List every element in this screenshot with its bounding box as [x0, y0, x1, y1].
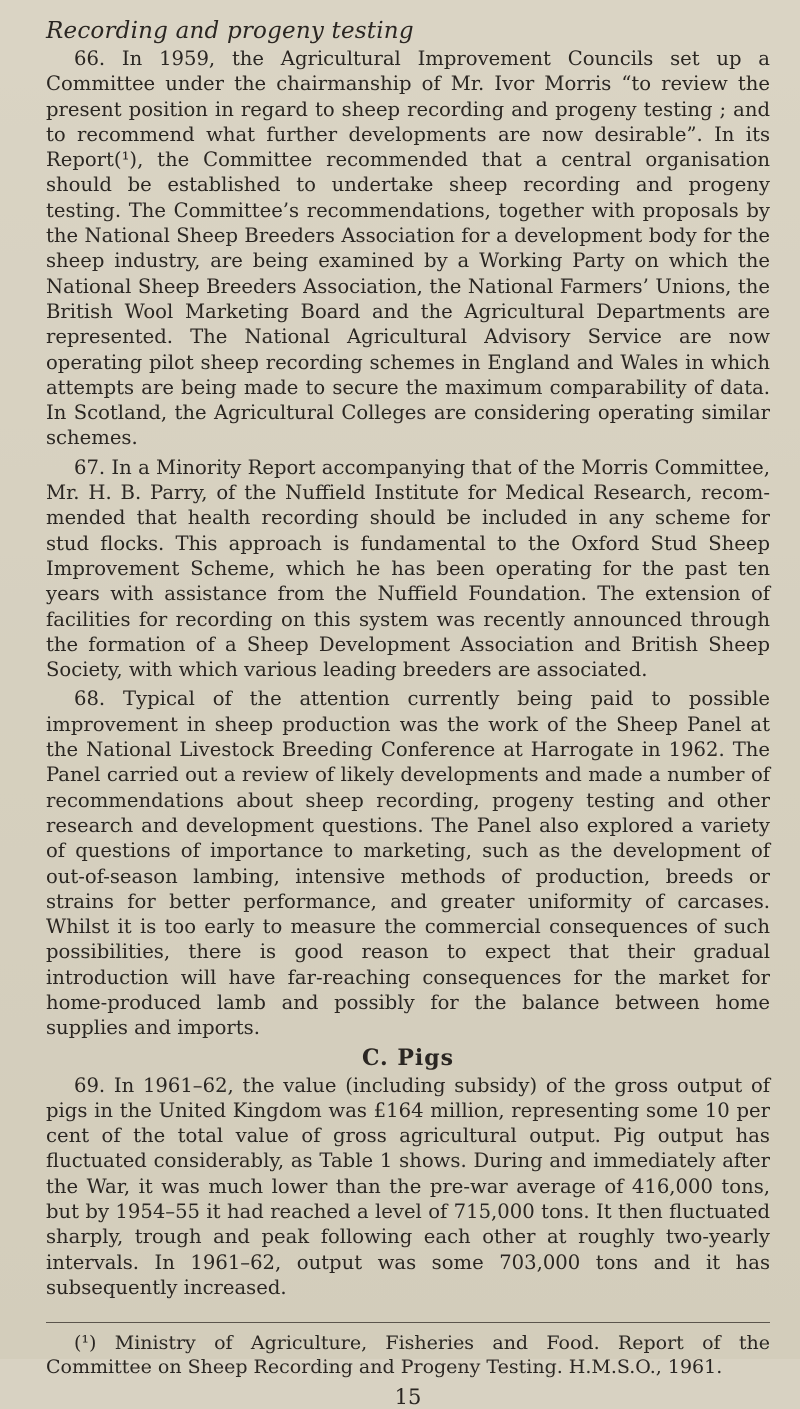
- footnote-divider: [46, 1322, 770, 1323]
- paragraph-66: 66. In 1959, the Agricultural Improvement Councils set up a Committee under the chairmanship of Mr. Ivor Morris “to review the present position in regard to sheep recording and progeny testing ; and to recommend what further developments are now desirable”. In its Report(¹), the Committee recommended that a central organisation should be established to undertake sheep recording and progeny testing. The Committee’s recommendations, together with proposals by the National Sheep Breeders Association for a development body for the sheep industry, are being examined by a Working Party on which the National Sheep Breeders Association, the National Farmers’ Unions, the British Wool Marketing Board and the Agricultural Departments are represented. The National Agricultural Advisory Service are now operating pilot sheep recording schemes in England and Wales in which attempts are being made to secure the maximum comparability of data. In Scotland, the Agricultural Colleges are considering operating similar schemes.: [46, 47, 770, 450]
- footnote: (¹) Ministry of Agriculture, Fisheries and Food. Report of the Committee on Sheep Recording and Progeny Testing. H.M.S.O., 1961.: [46, 1332, 770, 1379]
- paragraph-69: 69. In 1961–62, the value (including subsidy) of the gross output of pigs in the United Kingdom was £164 million, representing some 10 per cent of the total value of gross agricultural output. Pig output has fluctuated considerably, as Table 1 shows. During and immediately after the War, it was much lower than the pre-war average of 416,000 tons, but by 1954–55 it had reached a level of 715,000 tons. It then fluctuated sharply, trough and peak following each other at roughly two-yearly intervals. In 1961–62, output was some 703,000 tons and it has subsequently increased.: [46, 1073, 770, 1299]
- page-number: 15: [394, 1385, 422, 1409]
- paragraph-68: 68. Typical of the attention currently being paid to possible improvement in sheep production was the work of the Sheep Panel at the National Livestock Breeding Conference at Harrogate in 1962. The Panel carried out a review of likely developments and made a number of recommendations about sheep recording, progeny testing and other research and development questions. The Panel also explored a variety of questions of importance to marketing, such as the development of out-of-season lambing, intensive methods of production, breeds or strains for better performance, and greater uniformity of carcases. Whilst it is too early to measure the commercial consequences of such possibilities, there is good reason to expect that their gradual introduction will have far-reaching consequences for the market for home-produced lamb and possibly for the balance between home supplies and imports.: [46, 687, 770, 1040]
- paragraph-67: 67. In a Minority Report accompanying that of the Morris Committee, Mr. H. B. Parry, of the Nuffield Institute for Medical Research, recommended that health recording should be included in any scheme for stud flocks. This approach is fundamental to the Oxford Stud Sheep Improvement Scheme, which he has been operating for the past ten years with assistance from the Nuffield Foundation. The extension of facilities for recording on this system was recently announced through the formation of a Sheep Development Association and British Sheep Society, with which various leading breeders are associated.: [46, 455, 770, 682]
- pigs-section-title: C. Pigs: [361, 1044, 455, 1071]
- section-heading: Recording and progeny testing: [46, 18, 414, 44]
